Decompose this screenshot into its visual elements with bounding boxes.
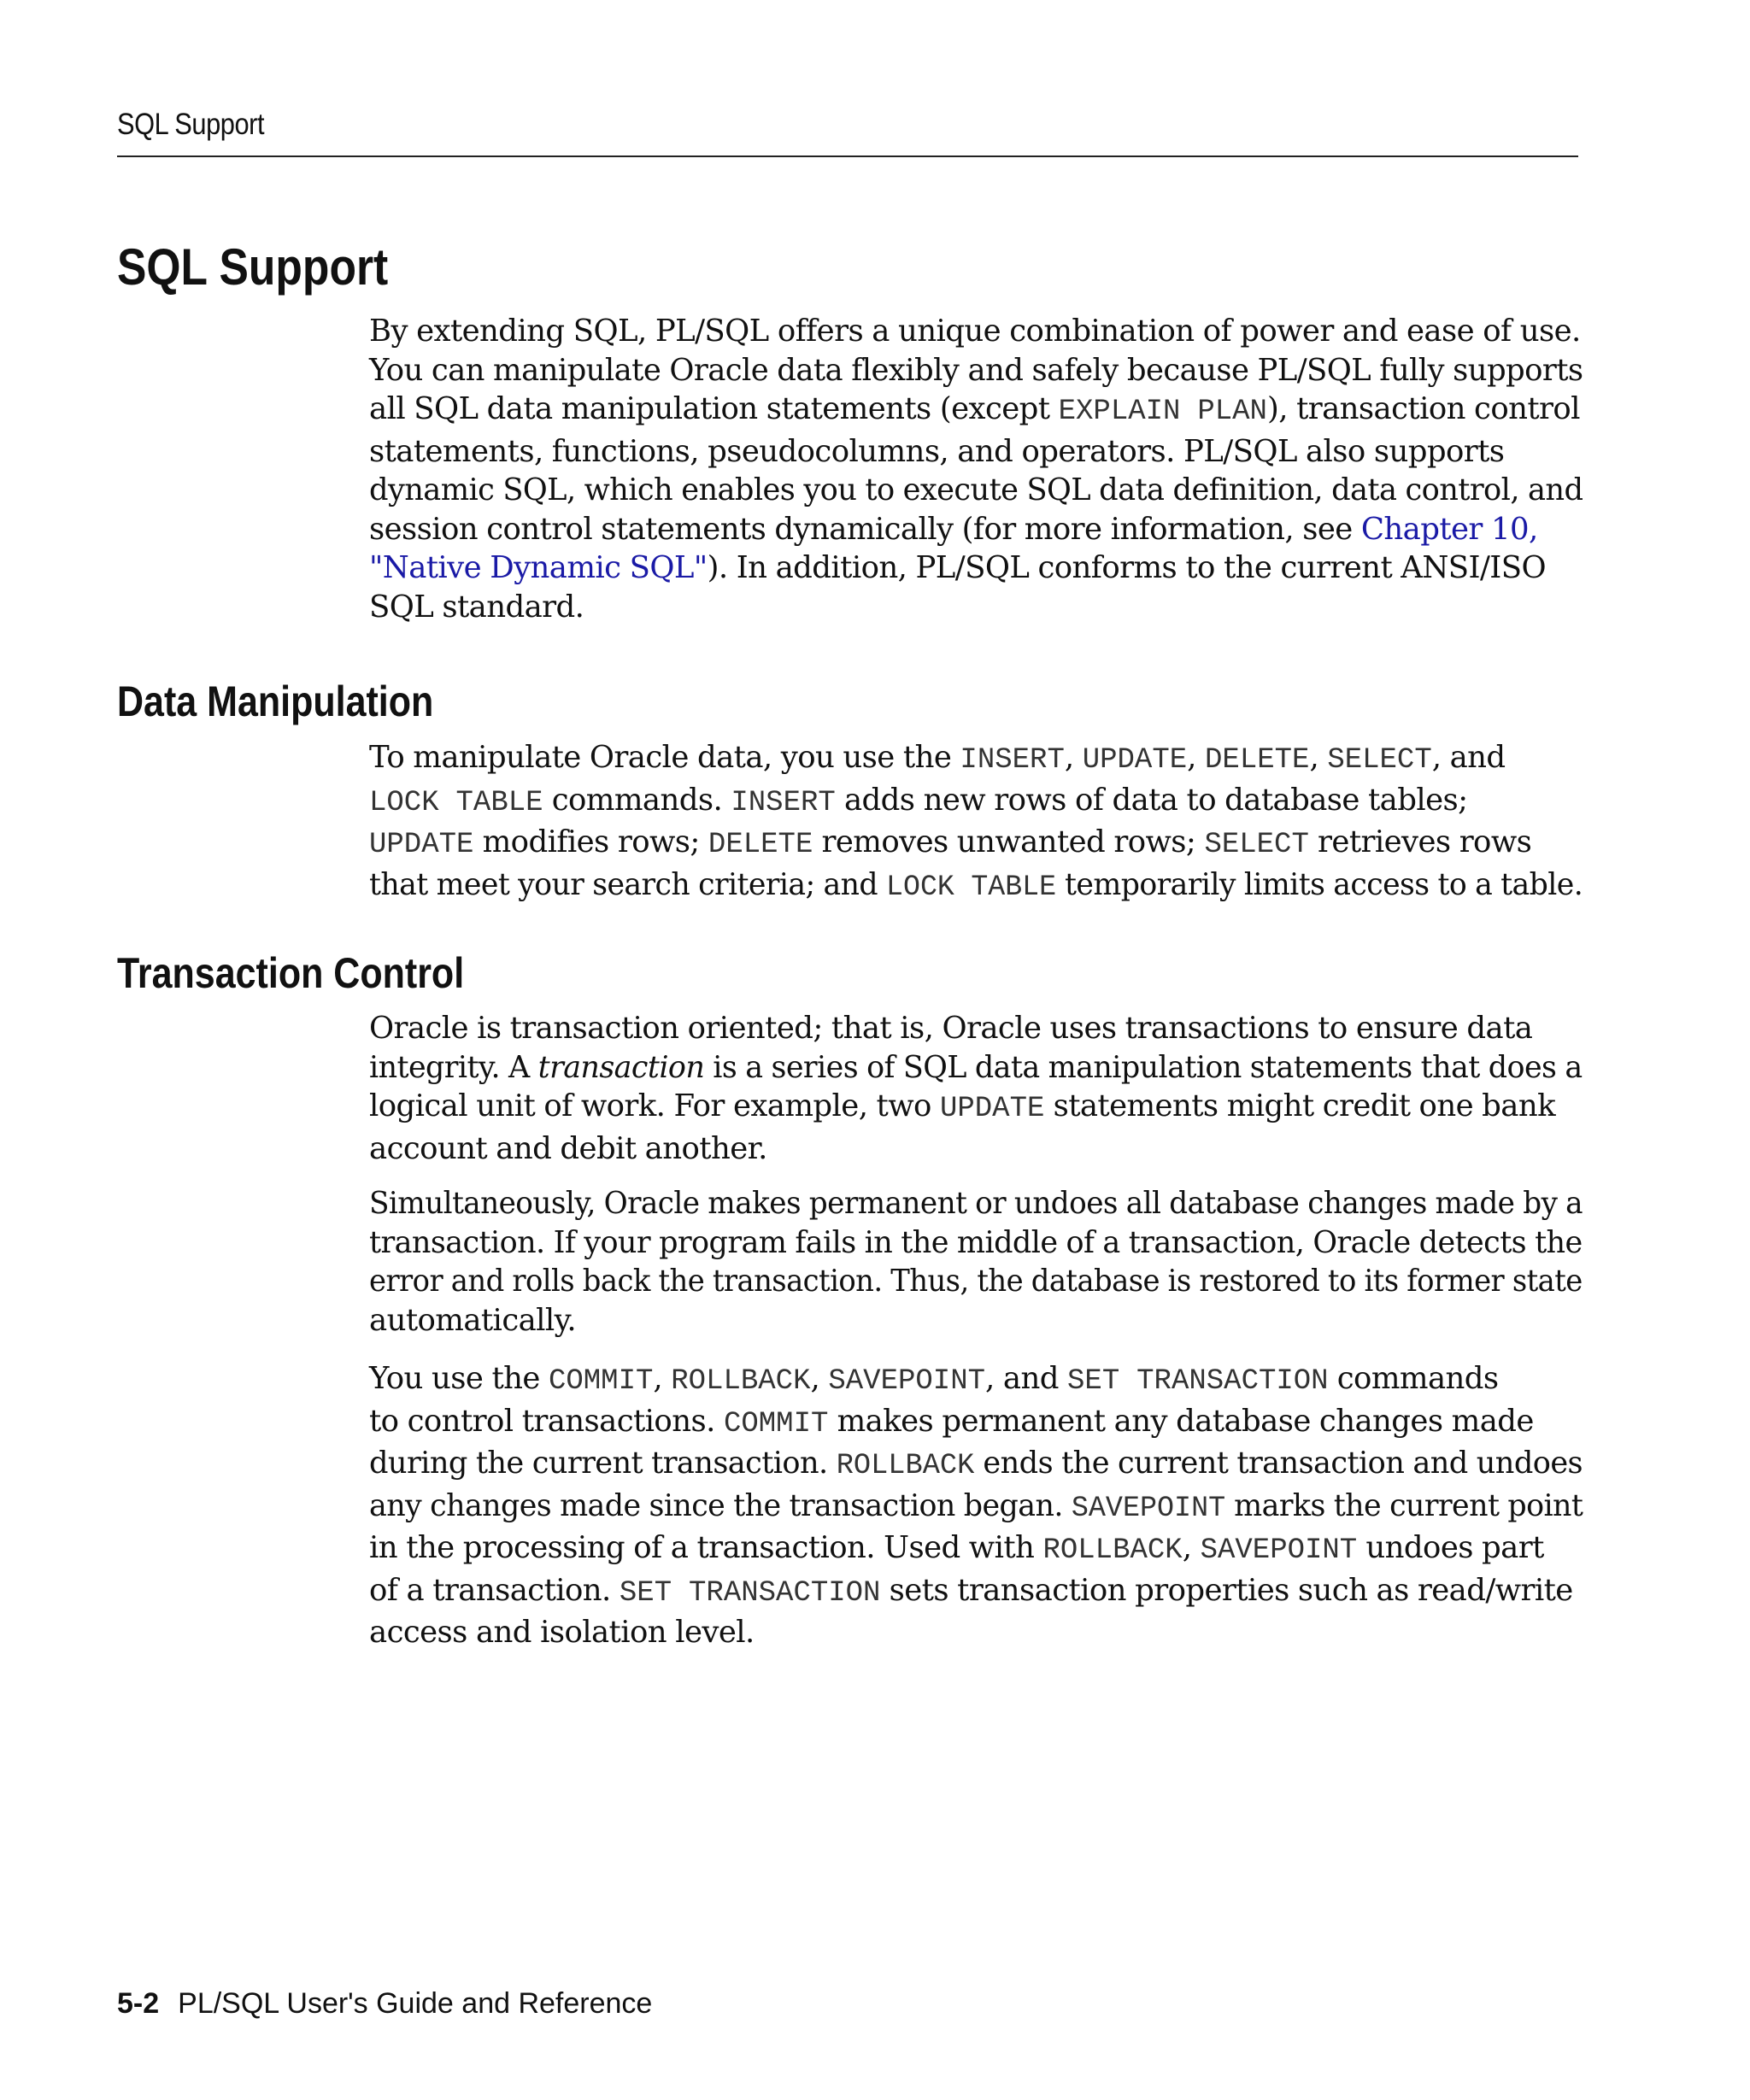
transaction-control-paragraph-1 bbox=[369, 1009, 1583, 1168]
section-heading-transaction-control: Transaction Control bbox=[117, 949, 465, 997]
text-line: automatically. bbox=[369, 1302, 577, 1338]
data-manipulation-paragraph bbox=[369, 738, 1583, 907]
code-select: SELECT bbox=[1204, 829, 1309, 861]
code-update: UPDATE bbox=[1082, 744, 1188, 777]
page-number: 5-2 bbox=[117, 1987, 160, 2020]
code-insert: INSERT bbox=[731, 786, 836, 819]
code-savepoint: SAVEPOINT bbox=[828, 1365, 986, 1398]
code-set-transaction: SET TRANSACTION bbox=[1067, 1365, 1329, 1398]
text-line: of a transaction. SET TRANSACTION sets transaction properties such as read/write bbox=[369, 1572, 1573, 1610]
text-line: By extending SQL, PL/SQL offers a unique combination of power and ease of use. bbox=[369, 314, 1581, 349]
transaction-control-paragraph-3 bbox=[369, 1359, 1583, 1652]
code-commit: COMMIT bbox=[548, 1365, 654, 1398]
code-rollback: ROLLBACK bbox=[1042, 1534, 1183, 1567]
page-title: SQL Support bbox=[117, 238, 389, 296]
text-line: that meet your search criteria; and LOCK TABLE temporarily limits access to a table. bbox=[369, 866, 1583, 904]
code-delete: DELETE bbox=[708, 829, 813, 861]
text-line: during the current transaction. ROLLBACK ends the current transaction and undoes bbox=[369, 1446, 1583, 1482]
code-select: SELECT bbox=[1327, 744, 1432, 777]
code-lock-table: LOCK TABLE bbox=[369, 786, 543, 819]
text-line: session control statements dynamically (for more information, see Chapter 10, bbox=[369, 511, 1538, 547]
code-update: UPDATE bbox=[369, 829, 474, 861]
text-line: logical unit of work. For example, two UPDATE statements might credit one bank bbox=[369, 1088, 1556, 1125]
text-line: "Native Dynamic SQL"). In addition, PL/SQL conforms to the current ANSI/ISO bbox=[369, 550, 1546, 585]
code-delete: DELETE bbox=[1205, 744, 1310, 777]
text-line: UPDATE modifies rows; DELETE removes unwanted rows; SELECT retrieves rows bbox=[369, 824, 1532, 861]
text-line: Oracle is transaction oriented; that is, Oracle uses transactions to ensure data bbox=[369, 1011, 1533, 1046]
transaction-control-paragraph-2 bbox=[369, 1184, 1583, 1340]
text-line: To manipulate Oracle data, you use the INSERT, UPDATE, DELETE, SELECT, and bbox=[369, 740, 1506, 777]
page-footer bbox=[117, 1987, 652, 2021]
text-line: any changes made since the transaction began. SAVEPOINT marks the current point bbox=[369, 1487, 1583, 1525]
text-line: access and isolation level. bbox=[369, 1615, 755, 1650]
chapter-10-link[interactable]: Chapter 10, bbox=[1360, 511, 1538, 547]
text-line: error and rolls back the transaction. Thus, the database is restored to its former state bbox=[369, 1264, 1583, 1299]
code-rollback: ROLLBACK bbox=[671, 1365, 811, 1398]
intro-paragraph bbox=[369, 312, 1583, 626]
text-line: You can manipulate Oracle data flexibly and safely because PL/SQL fully supports bbox=[369, 352, 1583, 388]
text-line: dynamic SQL, which enables you to execute SQL data definition, data control, and bbox=[369, 472, 1583, 507]
header-divider bbox=[117, 155, 1578, 157]
code-savepoint: SAVEPOINT bbox=[1200, 1534, 1358, 1567]
code-explain-plan: EXPLAIN PLAN bbox=[1058, 396, 1267, 428]
section-heading-data-manipulation: Data Manipulation bbox=[117, 678, 434, 725]
native-dynamic-sql-link[interactable]: "Native Dynamic SQL" bbox=[369, 550, 708, 585]
text-line: all SQL data manipulation statements (except EXPLAIN PLAN), transaction control bbox=[369, 391, 1580, 428]
code-update: UPDATE bbox=[939, 1093, 1045, 1125]
text-line: SQL standard. bbox=[369, 589, 584, 625]
term-transaction: transaction bbox=[537, 1049, 705, 1085]
code-lock-table: LOCK TABLE bbox=[886, 871, 1057, 904]
text-line: to control transactions. COMMIT makes permanent any database changes made bbox=[369, 1403, 1534, 1440]
text-line: statements, functions, pseudocolumns, and operators. PL/SQL also supports bbox=[369, 433, 1505, 469]
code-savepoint: SAVEPOINT bbox=[1071, 1492, 1226, 1525]
text-line: Simultaneously, Oracle makes permanent or undoes all database changes made by a bbox=[369, 1186, 1583, 1221]
code-set-transaction: SET TRANSACTION bbox=[619, 1576, 881, 1610]
text-line: integrity. A transaction is a series of SQL data manipulation statements that does a bbox=[369, 1049, 1583, 1085]
book-title: PL/SQL User's Guide and Reference bbox=[178, 1987, 653, 2020]
text-line: in the processing of a transaction. Used with ROLLBACK, SAVEPOINT undoes part bbox=[369, 1530, 1544, 1567]
code-commit: COMMIT bbox=[723, 1407, 829, 1440]
text-line: transaction. If your program fails in the middle of a transaction, Oracle detects the bbox=[369, 1224, 1583, 1260]
running-header: SQL Support bbox=[117, 108, 265, 141]
code-rollback: ROLLBACK bbox=[836, 1450, 975, 1482]
text-line: LOCK TABLE commands. INSERT adds new rows of data to database tables; bbox=[369, 782, 1468, 819]
text-line: account and debit another. bbox=[369, 1130, 767, 1166]
code-insert: INSERT bbox=[960, 744, 1065, 777]
text-line: You use the COMMIT, ROLLBACK, SAVEPOINT, and SET TRANSACTION commands bbox=[369, 1361, 1499, 1398]
